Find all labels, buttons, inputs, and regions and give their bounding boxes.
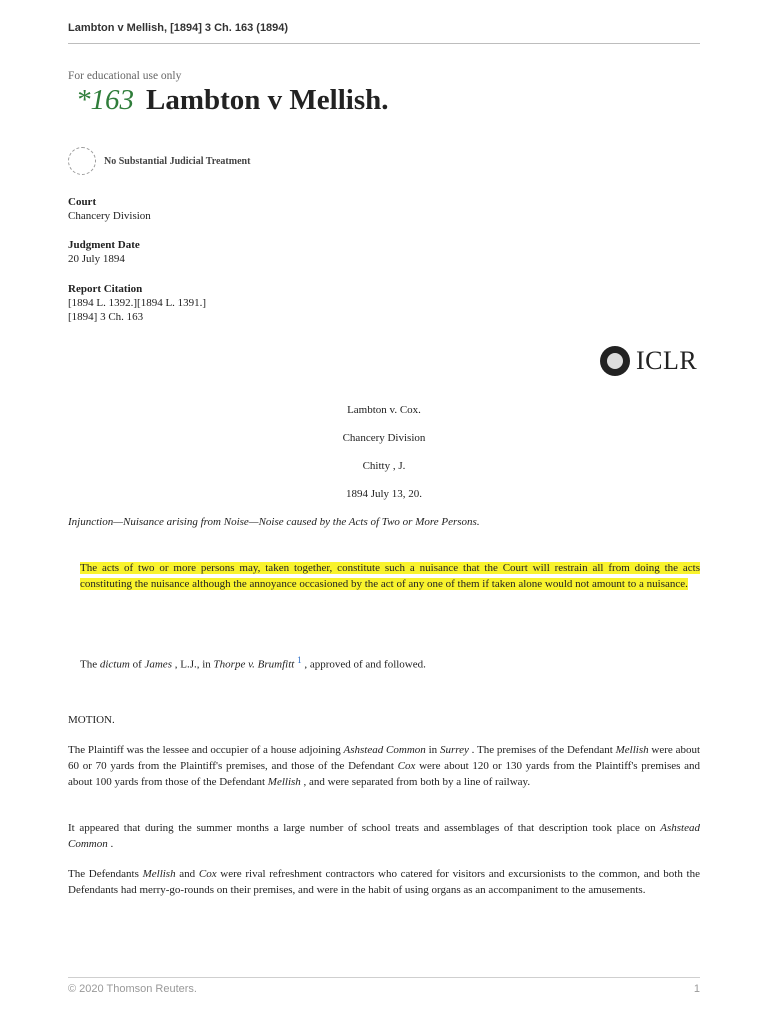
treatment-status-icon <box>68 147 96 175</box>
case-name: Lambton v Mellish. <box>146 84 389 116</box>
held-highlighted-text: The acts of two or more persons may, taken together, constitute such a nuisance that the Court will restrain all from doing the acts constituting the nuisance although the annoyance occasioned by the act of any one of them if taken alone would not amount to a nuisance. <box>80 562 700 590</box>
judgment-date-label: Judgment Date <box>68 239 140 251</box>
alt-case-title: Lambton v. Cox. <box>347 404 421 416</box>
document-header-title: Lambton v Mellish, [1894] 3 Ch. 163 (1894) <box>68 22 289 34</box>
facts-paragraph-1: The Plaintiff was the lessee and occupier of a house adjoining Ashstead Common in Surrey . The premises of the Defendant Mellish were about 60 or 70 yards from the Plaintiff's premises, and those of the Defendant Cox were about 120 or 130 yards from the Plaintiff's premises and about 100 yards from those of the Defendant Mellish , and were separated from both by a line of railway. <box>68 744 701 788</box>
court-value: Chancery Division <box>68 210 151 222</box>
facts-paragraph-3: The Defendants Mellish and Cox were rival refreshment contractors who catered for visitors and excursionists to the common, and both the Defendants had merry-go-rounds on their premises, and were in the habit of using organs as an accompaniment to the amusements. <box>68 868 700 896</box>
judge: Chitty , J. <box>362 460 406 472</box>
judgment-date-value: 20 July 1894 <box>68 253 125 265</box>
footer-divider <box>68 977 700 978</box>
treatment-status-label: No Substantial Judicial Treatment <box>104 155 251 167</box>
footnote-link[interactable]: 1 <box>297 655 302 665</box>
motion-heading: MOTION. <box>68 714 115 726</box>
dictum-paragraph: The dictum of James , L.J., in Thorpe v. Brumfitt $^1$ , approved of and followed. <box>80 655 426 671</box>
treatment-status[interactable] <box>68 146 250 176</box>
case-title <box>76 84 389 117</box>
page-footer <box>68 983 700 995</box>
iclr-logo-text: ICLR <box>636 346 698 375</box>
iclr-logo <box>600 346 697 376</box>
copyright-notice: © 2020 Thomson Reuters. <box>68 983 197 995</box>
report-citation-label: Report Citation <box>68 283 143 295</box>
report-citation-line-2: [1894] 3 Ch. 163 <box>68 311 144 323</box>
header-divider <box>68 43 700 44</box>
iclr-seal-icon <box>600 346 630 376</box>
judgment-date-block <box>68 238 140 266</box>
hearing-dates: 1894 July 13, 20. <box>345 488 423 500</box>
held-paragraph <box>80 560 700 592</box>
headnote-catchwords: Injunction—Nuisance arising from Noise—Noise caused by the Acts of Two or More Persons. <box>68 516 480 528</box>
report-citation-block <box>68 282 206 324</box>
division: Chancery Division <box>342 432 426 444</box>
court-label: Court <box>68 196 97 208</box>
report-citation-line-1: [1894 L. 1392.][1894 L. 1391.] <box>68 297 207 309</box>
court-block <box>68 195 151 223</box>
facts-paragraph-2: It appeared that during the summer months a large number of school treats and assemblages of that description took place on Ashstead Common . <box>68 822 700 850</box>
cited-case: Thorpe v. Brumfitt <box>213 658 295 671</box>
page-reference: *163 <box>76 84 134 116</box>
page-number: 1 <box>693 983 700 995</box>
educational-use-note: For educational use only <box>68 70 182 82</box>
